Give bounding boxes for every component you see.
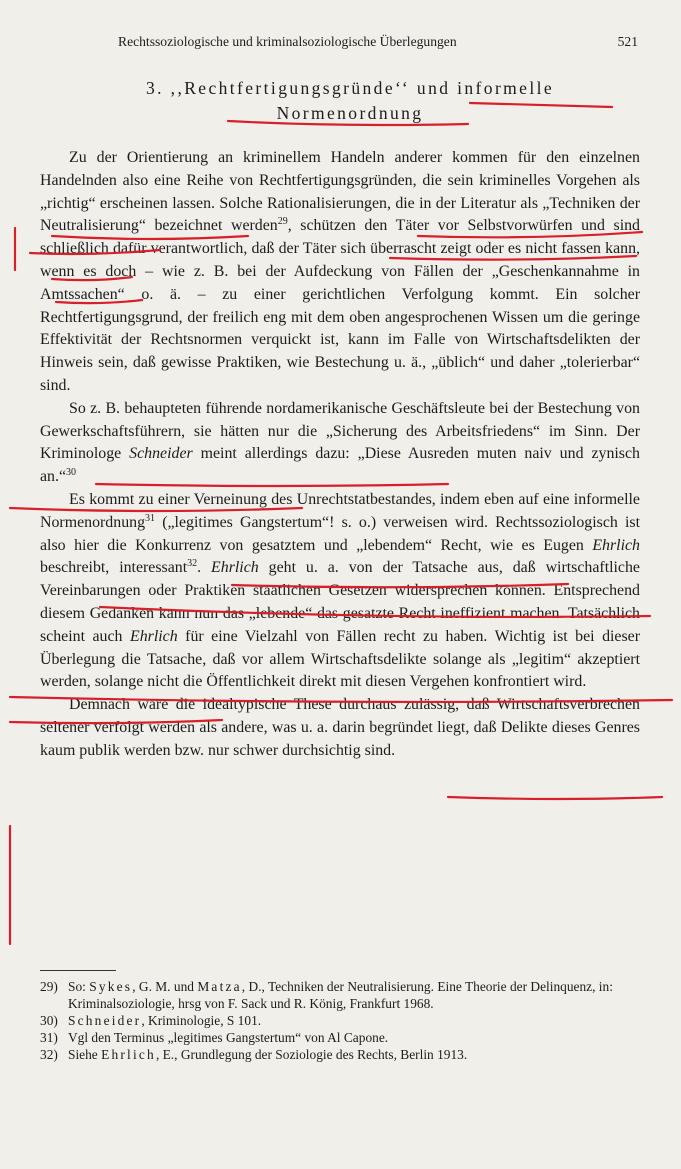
section-number: 3. <box>145 78 164 98</box>
footnote-text: Siehe <box>68 1047 102 1062</box>
paragraph-3-text-c: beschreibt, interessant <box>40 559 188 577</box>
footnote-marker: 31) <box>40 1030 58 1045</box>
footnote-author: Schneider <box>68 1013 142 1028</box>
footnote-30 <box>40 1012 640 1029</box>
paragraph-2-text-a: So z. B. behaupteten führende nordamerikanische Geschäftsleute bei der Bestechung von Gewerkschaftsführern, sie hätten nur die „Sicherung des Arbeitsfriedens“ im Sinn. Der Kriminologe <box>40 399 640 463</box>
running-title: Rechtssoziologische und kriminalsoziologische Überlegungen <box>118 34 457 49</box>
footnote-author: Ehrlich <box>101 1047 156 1062</box>
footnote-text: , Kriminologie, S 101. <box>141 1013 262 1028</box>
paragraph-2-text-b: meint allerdings dazu: „Diese Ausreden muten naiv und zynisch an.“ <box>40 445 640 486</box>
footnote-ref-29: 29 <box>277 216 288 228</box>
footnote-ref-30: 30 <box>66 467 77 479</box>
underline-wirtschaftsdelikte <box>448 797 662 799</box>
paragraph-1 <box>40 147 640 398</box>
paragraph-4: Demnach wäre die idealtypische These durchaus zulässig, daß Wirtschaftsverbrechen seltener verfolgt werden als andere, was u. a. darin begründet liegt, daß Delikte dieses Genres kaum publik werden bzw. nur schwer durchsichtig sind. <box>40 696 640 759</box>
footnote-29 <box>40 978 640 1012</box>
author-ehrlich-3: Ehrlich <box>130 627 178 645</box>
paragraph-3-text-d: . <box>197 559 212 577</box>
footnote-text: So: <box>68 979 90 994</box>
footnote-text: , G. M. und <box>132 979 198 994</box>
author-ehrlich-1: Ehrlich <box>592 536 640 554</box>
section-title-line2: Normenordnung <box>276 103 424 123</box>
footnote-marker: 30) <box>40 1013 58 1028</box>
footnote-text: Vgl den Terminus „legitimes Gangstertum“ von Al Capone. <box>68 1030 389 1045</box>
footnote-separator <box>40 970 116 971</box>
paragraph-1-text-b: , schützen den Täter vor Selbstvorwürfen und sind schließlich dafür verantwortlich, daß der Täter sich überrascht zeigt oder es nicht fassen kann, wenn es doch – wie z. B. bei der Aufdeckung von Fällen der „Geschenkannahme in Amtssachen“ o. ä. – zu einer gerichtlichen Verfolgung kommt. Ein solcher Rechtfertigungsgrund, der freilich eng mit dem oben angesprochenen Wissen um die geringe Effektivität der Rechtsnormen verquickt ist, kann im Falle von Wirtschaftsdelikten der Hinweis sein, daß gewisse Praktiken, wie Bestechung u. ä., „üblich“ und daher „tolerierbar“ sind. <box>40 217 640 394</box>
section-title-line1: ,,Rechtfertigungsgründe‘‘ und informelle <box>170 78 555 98</box>
running-header <box>118 34 638 54</box>
footnote-text: , D., Techniken der Neutralisierung. Eine Theorie der Delinquenz, in: Kriminalsoziologie, hrsg von F. Sack und R. König, Frankfurt 1968. <box>68 979 613 1011</box>
paragraph-2 <box>40 398 640 489</box>
section-heading <box>60 76 640 126</box>
paragraph-3-text-a: Es kommt zu einer Verneinung des Unrechtstatbestandes, indem eben auf eine informelle Normenordnung <box>40 490 640 531</box>
footnote-author: Matza <box>197 979 242 994</box>
footnote-marker: 32) <box>40 1047 58 1062</box>
paragraph-1-text-a: Zu der Orientierung an kriminellem Handeln anderer kommen für den einzelnen Handelnden also eine Reihe von Rechtfertigungsgründen, die sein kriminelles Vorgehen als „richtig“ erscheinen lassen. Solche Rationalisierungen, die in der Literatur als „Techniken der Neutralisierung“ bezeichnet werden <box>40 149 640 235</box>
body-text <box>40 147 640 763</box>
footnote-32 <box>40 1046 640 1063</box>
footnotes <box>40 978 640 1063</box>
footnote-author: Sykes <box>89 979 133 994</box>
author-schneider: Schneider <box>129 445 193 463</box>
footnote-ref-31: 31 <box>145 512 156 524</box>
paragraph-3-text-f: für eine Vielzahl von Fällen recht zu haben. Wichtig ist bei dieser Überlegung die Tatsache, daß vor allem Wirtschaftsdelikte solange als „legitim“ akzeptiert werden, solange nicht die Öffentlichkeit direkt mit diesen Vergehen konfrontiert wird. <box>40 627 641 691</box>
paragraph-3-text-b: („legitimes Gangstertum“! s. o.) verweisen wird. Rechtssoziologisch ist also hier die Konkurrenz von gesatztem und „lebendem“ Recht, wie es Eugen <box>40 513 640 554</box>
footnote-ref-32: 32 <box>187 558 198 570</box>
footnote-marker: 29) <box>40 979 58 994</box>
footnote-31 <box>40 1029 640 1046</box>
page-number: 521 <box>617 34 638 49</box>
author-ehrlich-2: Ehrlich <box>211 559 259 577</box>
paragraph-3 <box>40 489 640 694</box>
paragraph-3-text-e: geht u. a. von der Tatsache aus, daß wirtschaftliche Vereinbarungen oder Praktiken staatlichen Gesetzen widersprechen können. Entsprechend diesem Gedanken kann nun das „lebende“ das gesatzte Recht ineffizient machen. Tatsächlich scheint auch <box>40 559 640 645</box>
footnote-text: , E., Grundlegung der Soziologie des Rechts, Berlin 1913. <box>155 1047 468 1062</box>
